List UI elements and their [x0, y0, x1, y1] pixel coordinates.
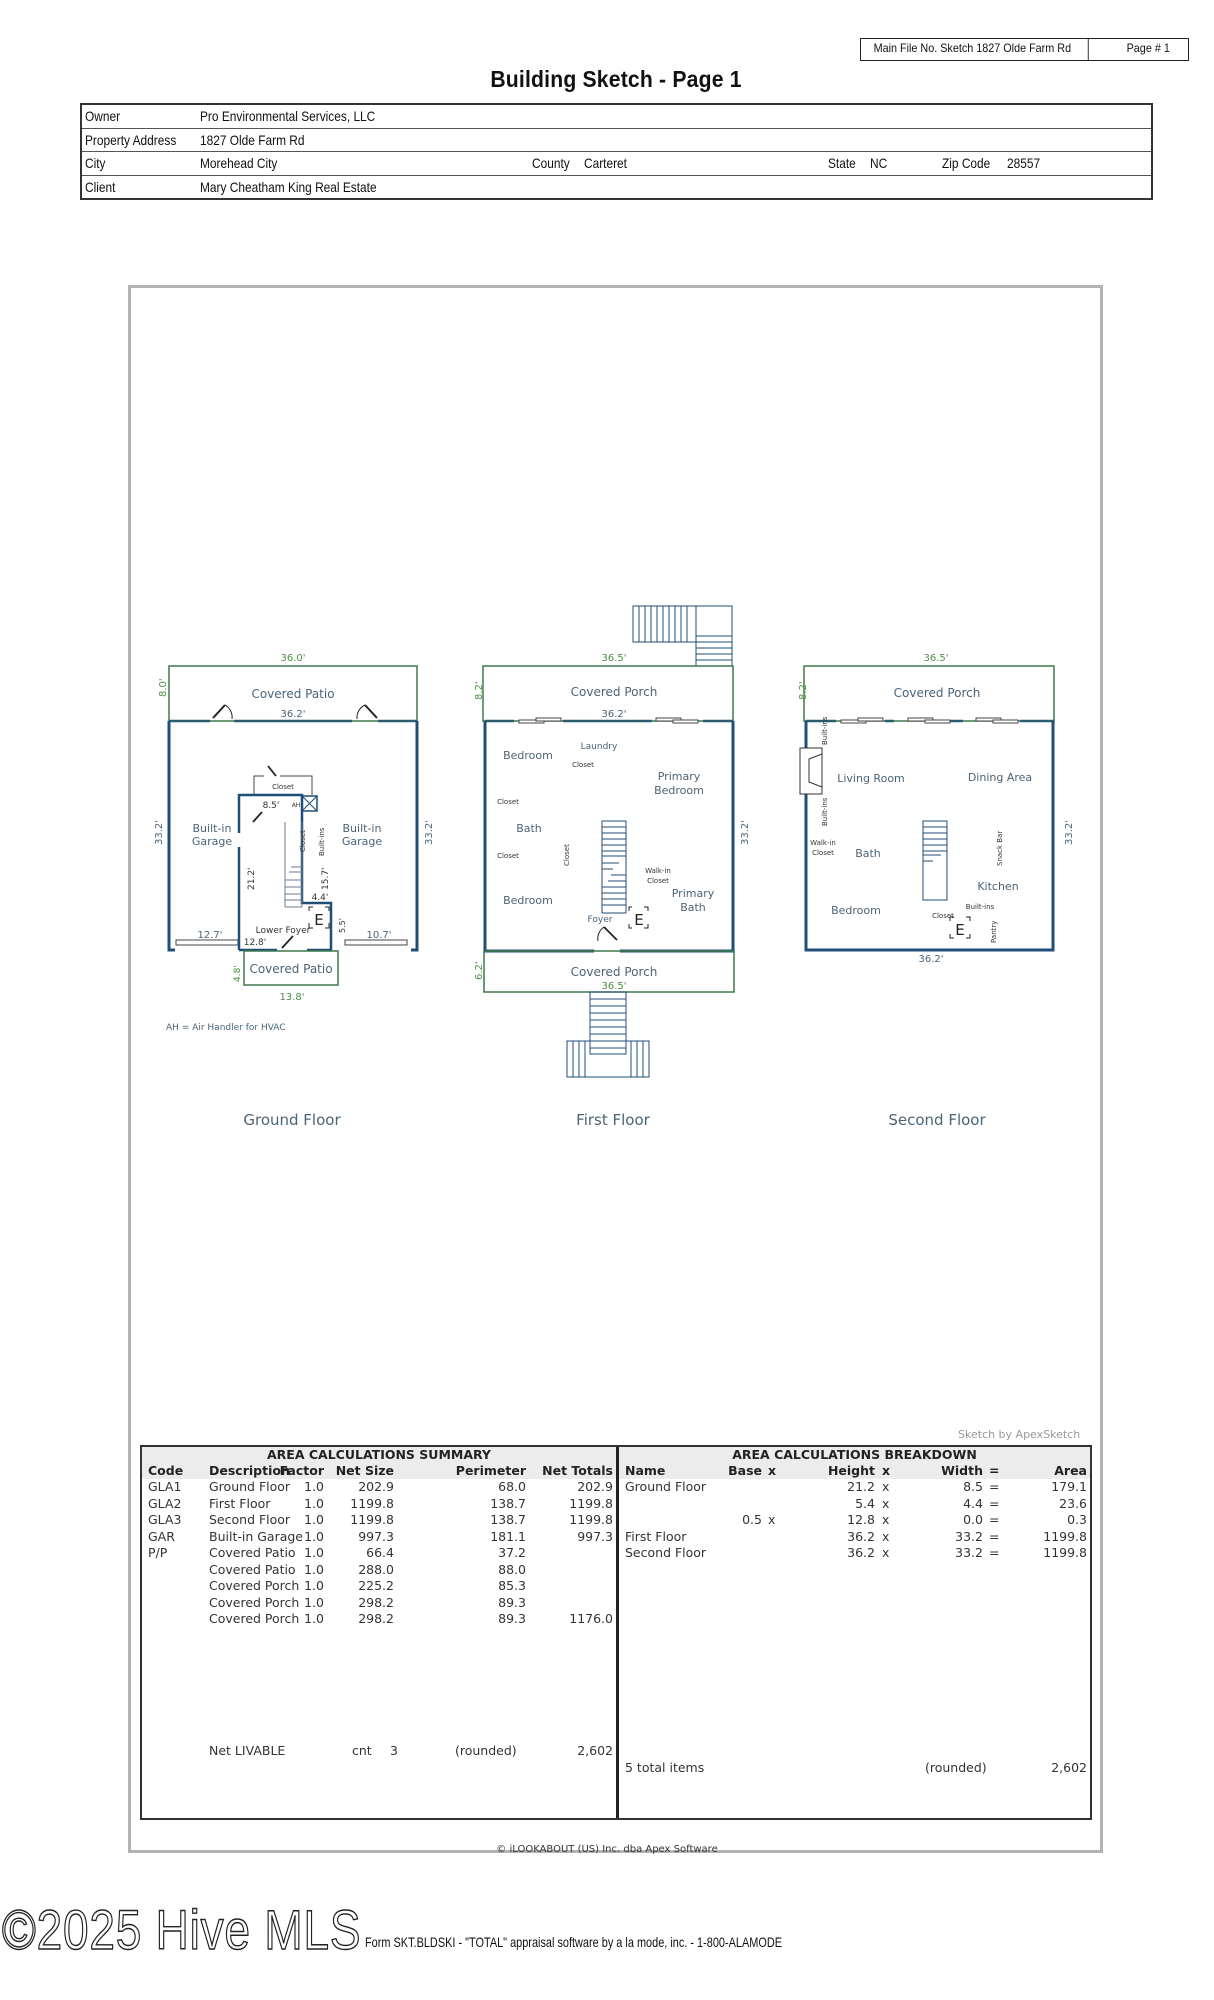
operator-symbol: =: [989, 1512, 1000, 1527]
room-label: Dining Area: [967, 771, 1033, 784]
dim-label: 5.5': [338, 918, 347, 933]
col-header: Factor: [279, 1463, 324, 1478]
summary-cell-code: GLA2: [148, 1495, 182, 1511]
summary-cell-code: GAR: [148, 1528, 175, 1544]
operator-symbol: =: [989, 1495, 1000, 1511]
total-items-row: [619, 1760, 1090, 1777]
summary-cell-desc: Covered Porch: [209, 1594, 300, 1610]
city-label: City: [85, 155, 106, 171]
closet-label: Walk-in: [645, 867, 671, 875]
breakdown-row: [619, 1479, 1090, 1496]
dim-label: 8.0': [158, 678, 169, 697]
room-label: Kitchen: [977, 880, 1019, 893]
room-label: Bedroom: [831, 904, 881, 917]
dim-label: 6.2': [474, 961, 485, 980]
garage-left-label: Built-in: [192, 822, 232, 835]
col-header: Code: [148, 1463, 184, 1478]
summary-cell-net: 298.2: [358, 1611, 394, 1626]
first-porch-top-label: Covered Porch: [570, 685, 658, 699]
stairs-icon: [923, 821, 947, 900]
client-value: Mary Cheatham King Real Estate: [200, 178, 377, 195]
rounded-label: (rounded): [925, 1760, 987, 1775]
col-header: Perimeter: [455, 1463, 526, 1478]
breakdown-row: [619, 1512, 1090, 1529]
net-livable-label: Net LIVABLE: [209, 1743, 286, 1758]
closet-label: Closet: [572, 761, 594, 769]
col-header: =: [989, 1463, 1000, 1478]
client-label: Client: [85, 178, 116, 195]
operator-symbol: x: [882, 1495, 890, 1511]
dim-label: 8.2': [474, 681, 485, 700]
operator-symbol: x: [768, 1512, 776, 1527]
dim-label: 36.0': [280, 653, 306, 664]
summary-cell-perim: 138.7: [490, 1512, 526, 1527]
summary-cell-factor: 1.0: [304, 1512, 324, 1527]
breakdown-row: [619, 1545, 1090, 1562]
room-label: Bedroom: [503, 894, 553, 907]
stairs-icon: [602, 821, 626, 913]
breakdown-row: [619, 1529, 1090, 1546]
breakdown-cell-area: 1199.8: [1043, 1545, 1087, 1560]
summary-cell-factor: 1.0: [304, 1545, 324, 1560]
city-value: Morehead City: [200, 155, 278, 171]
total-items-label: 5 total items: [625, 1760, 705, 1775]
col-header: Height: [827, 1463, 875, 1478]
breakdown-cell-width: 4.4: [963, 1495, 983, 1511]
owner-value: Pro Environmental Services, LLC: [200, 108, 376, 124]
front-stairs-icon: [567, 992, 649, 1077]
sliding-door-icon: [841, 718, 1018, 723]
dim-label: 12.8': [243, 938, 267, 948]
breakdown-cell-name: Ground Floor: [625, 1479, 707, 1494]
breakdown-cell-height: 12.8: [847, 1512, 875, 1527]
pantry-label: Pantry: [990, 920, 998, 943]
operator-symbol: x: [882, 1512, 890, 1527]
breakdown-cell-area: 0.3: [1067, 1512, 1087, 1527]
dim-label: 36.5': [601, 653, 627, 664]
closet-label: Closet: [563, 844, 571, 866]
breakdown-cell-base: 0.5: [742, 1512, 762, 1527]
summary-cell-desc: Covered Porch: [209, 1611, 300, 1626]
summary-cell-desc: Covered Patio: [209, 1545, 296, 1560]
dim-label: 36.2': [601, 709, 627, 720]
col-header: Net Totals: [542, 1463, 613, 1478]
col-header: x: [768, 1463, 777, 1478]
summary-cell-net: 298.2: [358, 1594, 394, 1610]
room-label: Primary: [657, 770, 701, 783]
summary-cell-factor: 1.0: [304, 1479, 324, 1494]
closet-label: Closet: [647, 877, 669, 885]
summary-cell-desc: Covered Porch: [209, 1578, 300, 1593]
dim-label: 10.7': [366, 930, 392, 941]
summary-cell-perim: 138.7: [490, 1495, 526, 1511]
summary-cell-perim: 85.3: [498, 1578, 526, 1593]
room-label: Bath: [516, 822, 542, 835]
col-header: x: [882, 1463, 891, 1478]
county-label: County: [532, 155, 570, 171]
rear-stairs-icon: [633, 606, 732, 666]
breakdown-cell-height: 21.2: [847, 1479, 875, 1494]
summary-cell-desc: Built-in Garage: [209, 1528, 303, 1544]
summary-cell-factor: 1.0: [304, 1594, 324, 1610]
closet-label: Closet: [497, 798, 519, 806]
summary-cell-net: 1199.8: [350, 1512, 394, 1527]
summary-cell-perim: 88.0: [498, 1561, 526, 1577]
room-label: Bedroom: [503, 749, 553, 762]
breakdown-cell-area: 1199.8: [1043, 1528, 1087, 1544]
closet-label: Closet: [812, 849, 834, 857]
dim-label: 33.2': [1064, 819, 1075, 845]
closet-label: Closet: [932, 912, 954, 920]
main-file-number: Main File No. Sketch 1827 Olde Farm Rd: [861, 39, 1089, 60]
room-label: Primary: [671, 887, 715, 900]
room-label: Bath: [855, 847, 881, 860]
summary-row: [142, 1578, 616, 1595]
summary-cell-factor: 1.0: [304, 1561, 324, 1577]
summary-cell-net: 225.2: [358, 1578, 394, 1593]
summary-header-row: [142, 1463, 616, 1479]
first-floor-label: First Floor: [576, 1111, 650, 1129]
room-label: Foyer: [587, 915, 613, 925]
dim-label: 36.2': [280, 709, 306, 720]
breakdown-cell-name: First Floor: [625, 1528, 687, 1544]
area-breakdown-panel: [619, 1447, 1090, 1818]
owner-label: Owner: [85, 108, 121, 124]
dim-label: 4.8': [233, 965, 243, 982]
ah-note: AH = Air Handler for HVAC: [166, 1023, 286, 1033]
apexsketch-credit: Sketch by ApexSketch: [958, 1428, 1081, 1441]
summary-cell-perim: 68.0: [498, 1479, 526, 1494]
summary-row: [142, 1479, 616, 1496]
zip-label: Zip Code: [942, 155, 991, 171]
room-label: Living Room: [837, 772, 905, 785]
builtins-label: Built-ins: [965, 903, 995, 911]
closet-label: Closet: [272, 783, 294, 791]
breakdown-cell-height: 36.2: [847, 1528, 875, 1544]
summary-cell-desc: First Floor: [209, 1495, 271, 1511]
col-header: Base: [728, 1463, 762, 1478]
summary-title: AREA CALCULATIONS SUMMARY: [142, 1447, 616, 1463]
summary-row: [142, 1562, 616, 1579]
summary-cell-total: 202.9: [577, 1479, 613, 1494]
dim-label: 4.4': [311, 893, 329, 903]
dim-label: 33.2': [424, 819, 435, 845]
summary-row: [142, 1545, 616, 1562]
summary-cell-total: 1199.8: [569, 1495, 613, 1511]
dim-label: 36.2': [918, 954, 944, 965]
dim-label: 12.7': [197, 930, 223, 941]
summary-row: [142, 1611, 616, 1628]
closet-label: Closet: [299, 830, 307, 852]
summary-cell-total: 1199.8: [569, 1512, 613, 1527]
second-floor-plan: [798, 653, 1075, 1129]
summary-cell-code: GLA3: [148, 1512, 182, 1527]
garage-left-label: Garage: [191, 835, 233, 848]
summary-cell-perim: 89.3: [498, 1611, 526, 1626]
summary-row: [142, 1529, 616, 1546]
room-label: Laundry: [580, 742, 618, 752]
elevator-icon: E: [634, 911, 644, 929]
breakdown-cell-name: Second Floor: [625, 1545, 707, 1560]
breakdown-cell-width: 33.2: [955, 1545, 983, 1560]
breakdown-cell-height: 5.4: [855, 1495, 875, 1511]
breakdown-cell-area: 179.1: [1051, 1479, 1087, 1494]
address-label: Property Address: [85, 131, 177, 148]
dim-label: 8.2': [798, 681, 809, 700]
breakdown-total: 2,602: [1051, 1760, 1087, 1775]
elevator-icon: E: [314, 911, 324, 929]
summary-cell-total: 997.3: [577, 1528, 613, 1544]
col-header: Net Size: [335, 1463, 394, 1478]
net-livable-row: [142, 1743, 616, 1760]
dim-label: 8.5': [262, 801, 280, 811]
summary-row: [142, 1496, 616, 1513]
second-floor-label: Second Floor: [888, 1111, 986, 1129]
garage-right-label: Garage: [341, 835, 383, 848]
summary-cell-net: 202.9: [358, 1479, 394, 1494]
summary-cell-net: 997.3: [358, 1528, 394, 1544]
net-livable-total: 2,602: [577, 1743, 613, 1758]
summary-cell-code: P/P: [148, 1545, 168, 1560]
builtins-label: Built-ins: [821, 716, 829, 745]
net-livable-count: 3: [390, 1743, 398, 1758]
summary-cell-net: 288.0: [358, 1561, 394, 1577]
room-label: Bath: [680, 901, 706, 914]
col-header: Width: [941, 1463, 983, 1478]
county-value: Carteret: [584, 155, 627, 171]
summary-row: [142, 1512, 616, 1529]
second-porch-label: Covered Porch: [893, 686, 981, 700]
builtins-label: Built-ins: [318, 827, 326, 856]
summary-cell-desc: Ground Floor: [209, 1479, 291, 1494]
summary-cell-perim: 89.3: [498, 1594, 526, 1610]
summary-cell-desc: Second Floor: [209, 1512, 291, 1527]
col-header: Area: [1054, 1463, 1087, 1478]
breakdown-cell-width: 8.5: [963, 1479, 983, 1494]
page-title: Building Sketch - Page 1: [490, 66, 742, 92]
dim-label: 21.2': [247, 867, 257, 890]
zip-value: 28557: [1007, 155, 1041, 171]
operator-symbol: =: [989, 1479, 1000, 1494]
ground-floor-label: Ground Floor: [243, 1111, 341, 1129]
page-number: Page # 1: [1126, 41, 1170, 55]
summary-cell-total: 1176.0: [569, 1611, 613, 1626]
builtins-label: Built-ins: [821, 797, 829, 826]
summary-cell-code: GLA1: [148, 1479, 182, 1494]
lower-foyer-label: Lower Foyer: [255, 926, 311, 936]
summary-cell-desc: Covered Patio: [209, 1561, 296, 1577]
dim-label: 15.7': [321, 867, 331, 890]
breakdown-cell-width: 33.2: [955, 1528, 983, 1544]
summary-cell-factor: 1.0: [304, 1495, 324, 1511]
dim-label: 33.2': [740, 819, 751, 845]
summary-cell-net: 1199.8: [350, 1495, 394, 1511]
summary-cell-net: 66.4: [366, 1545, 394, 1560]
form-footer: Form SKT.BLDSKI - "TOTAL" appraisal software by a la mode, inc. - 1-800-ALAMODE: [365, 1934, 783, 1950]
breakdown-header-row: [619, 1463, 1090, 1479]
summary-cell-perim: 181.1: [490, 1528, 526, 1544]
ground-patio-bottom-label: Covered Patio: [249, 962, 333, 976]
operator-symbol: =: [989, 1528, 1000, 1544]
first-porch-bottom-label: Covered Porch: [570, 965, 658, 979]
breakdown-title: AREA CALCULATIONS BREAKDOWN: [619, 1447, 1090, 1463]
state-value: NC: [870, 155, 888, 171]
operator-symbol: =: [989, 1545, 1000, 1560]
garage-right-label: Built-in: [342, 822, 382, 835]
operator-symbol: x: [882, 1479, 890, 1494]
breakdown-cell-width: 0.0: [963, 1512, 983, 1527]
operator-symbol: x: [882, 1545, 890, 1560]
summary-cell-factor: 1.0: [304, 1578, 324, 1593]
first-floor-plan: [474, 606, 751, 1129]
elevator-icon: E: [955, 921, 965, 939]
apex-copyright: © iLOOKABOUT (US) Inc. dba Apex Software: [496, 1844, 718, 1855]
summary-cell-factor: 1.0: [304, 1611, 324, 1626]
breakdown-cell-height: 36.2: [847, 1545, 875, 1560]
breakdown-cell-area: 23.6: [1059, 1495, 1087, 1511]
ah-label: AH: [291, 802, 301, 809]
dim-label: 36.5': [601, 981, 627, 992]
area-summary-panel: [142, 1447, 619, 1818]
rounded-label: (rounded): [455, 1743, 517, 1758]
snack-bar-label: Snack Bar: [996, 830, 1004, 866]
ground-patio-top-label: Covered Patio: [251, 687, 335, 701]
breakdown-row: [619, 1496, 1090, 1513]
room-label: Bedroom: [654, 784, 704, 797]
col-header: Description: [209, 1463, 290, 1478]
summary-cell-factor: 1.0: [304, 1528, 324, 1544]
closet-label: Closet: [497, 852, 519, 860]
closet-label: Walk-in: [810, 839, 836, 847]
summary-row: [142, 1595, 616, 1612]
dim-label: 36.5': [923, 653, 949, 664]
summary-cell-perim: 37.2: [498, 1545, 526, 1560]
dim-label: 13.8': [279, 992, 305, 1003]
col-header: Name: [625, 1463, 666, 1478]
ground-floor-plan: [154, 653, 435, 1129]
area-calculations-table: [140, 1445, 1092, 1820]
state-label: State: [828, 155, 856, 171]
address-value: 1827 Olde Farm Rd: [200, 131, 305, 148]
net-livable-unit: cnt: [352, 1743, 372, 1758]
hive-mls-watermark: ©2025 Hive MLS: [2, 1898, 362, 1961]
dim-label: 33.2': [154, 819, 165, 845]
operator-symbol: x: [882, 1528, 890, 1544]
